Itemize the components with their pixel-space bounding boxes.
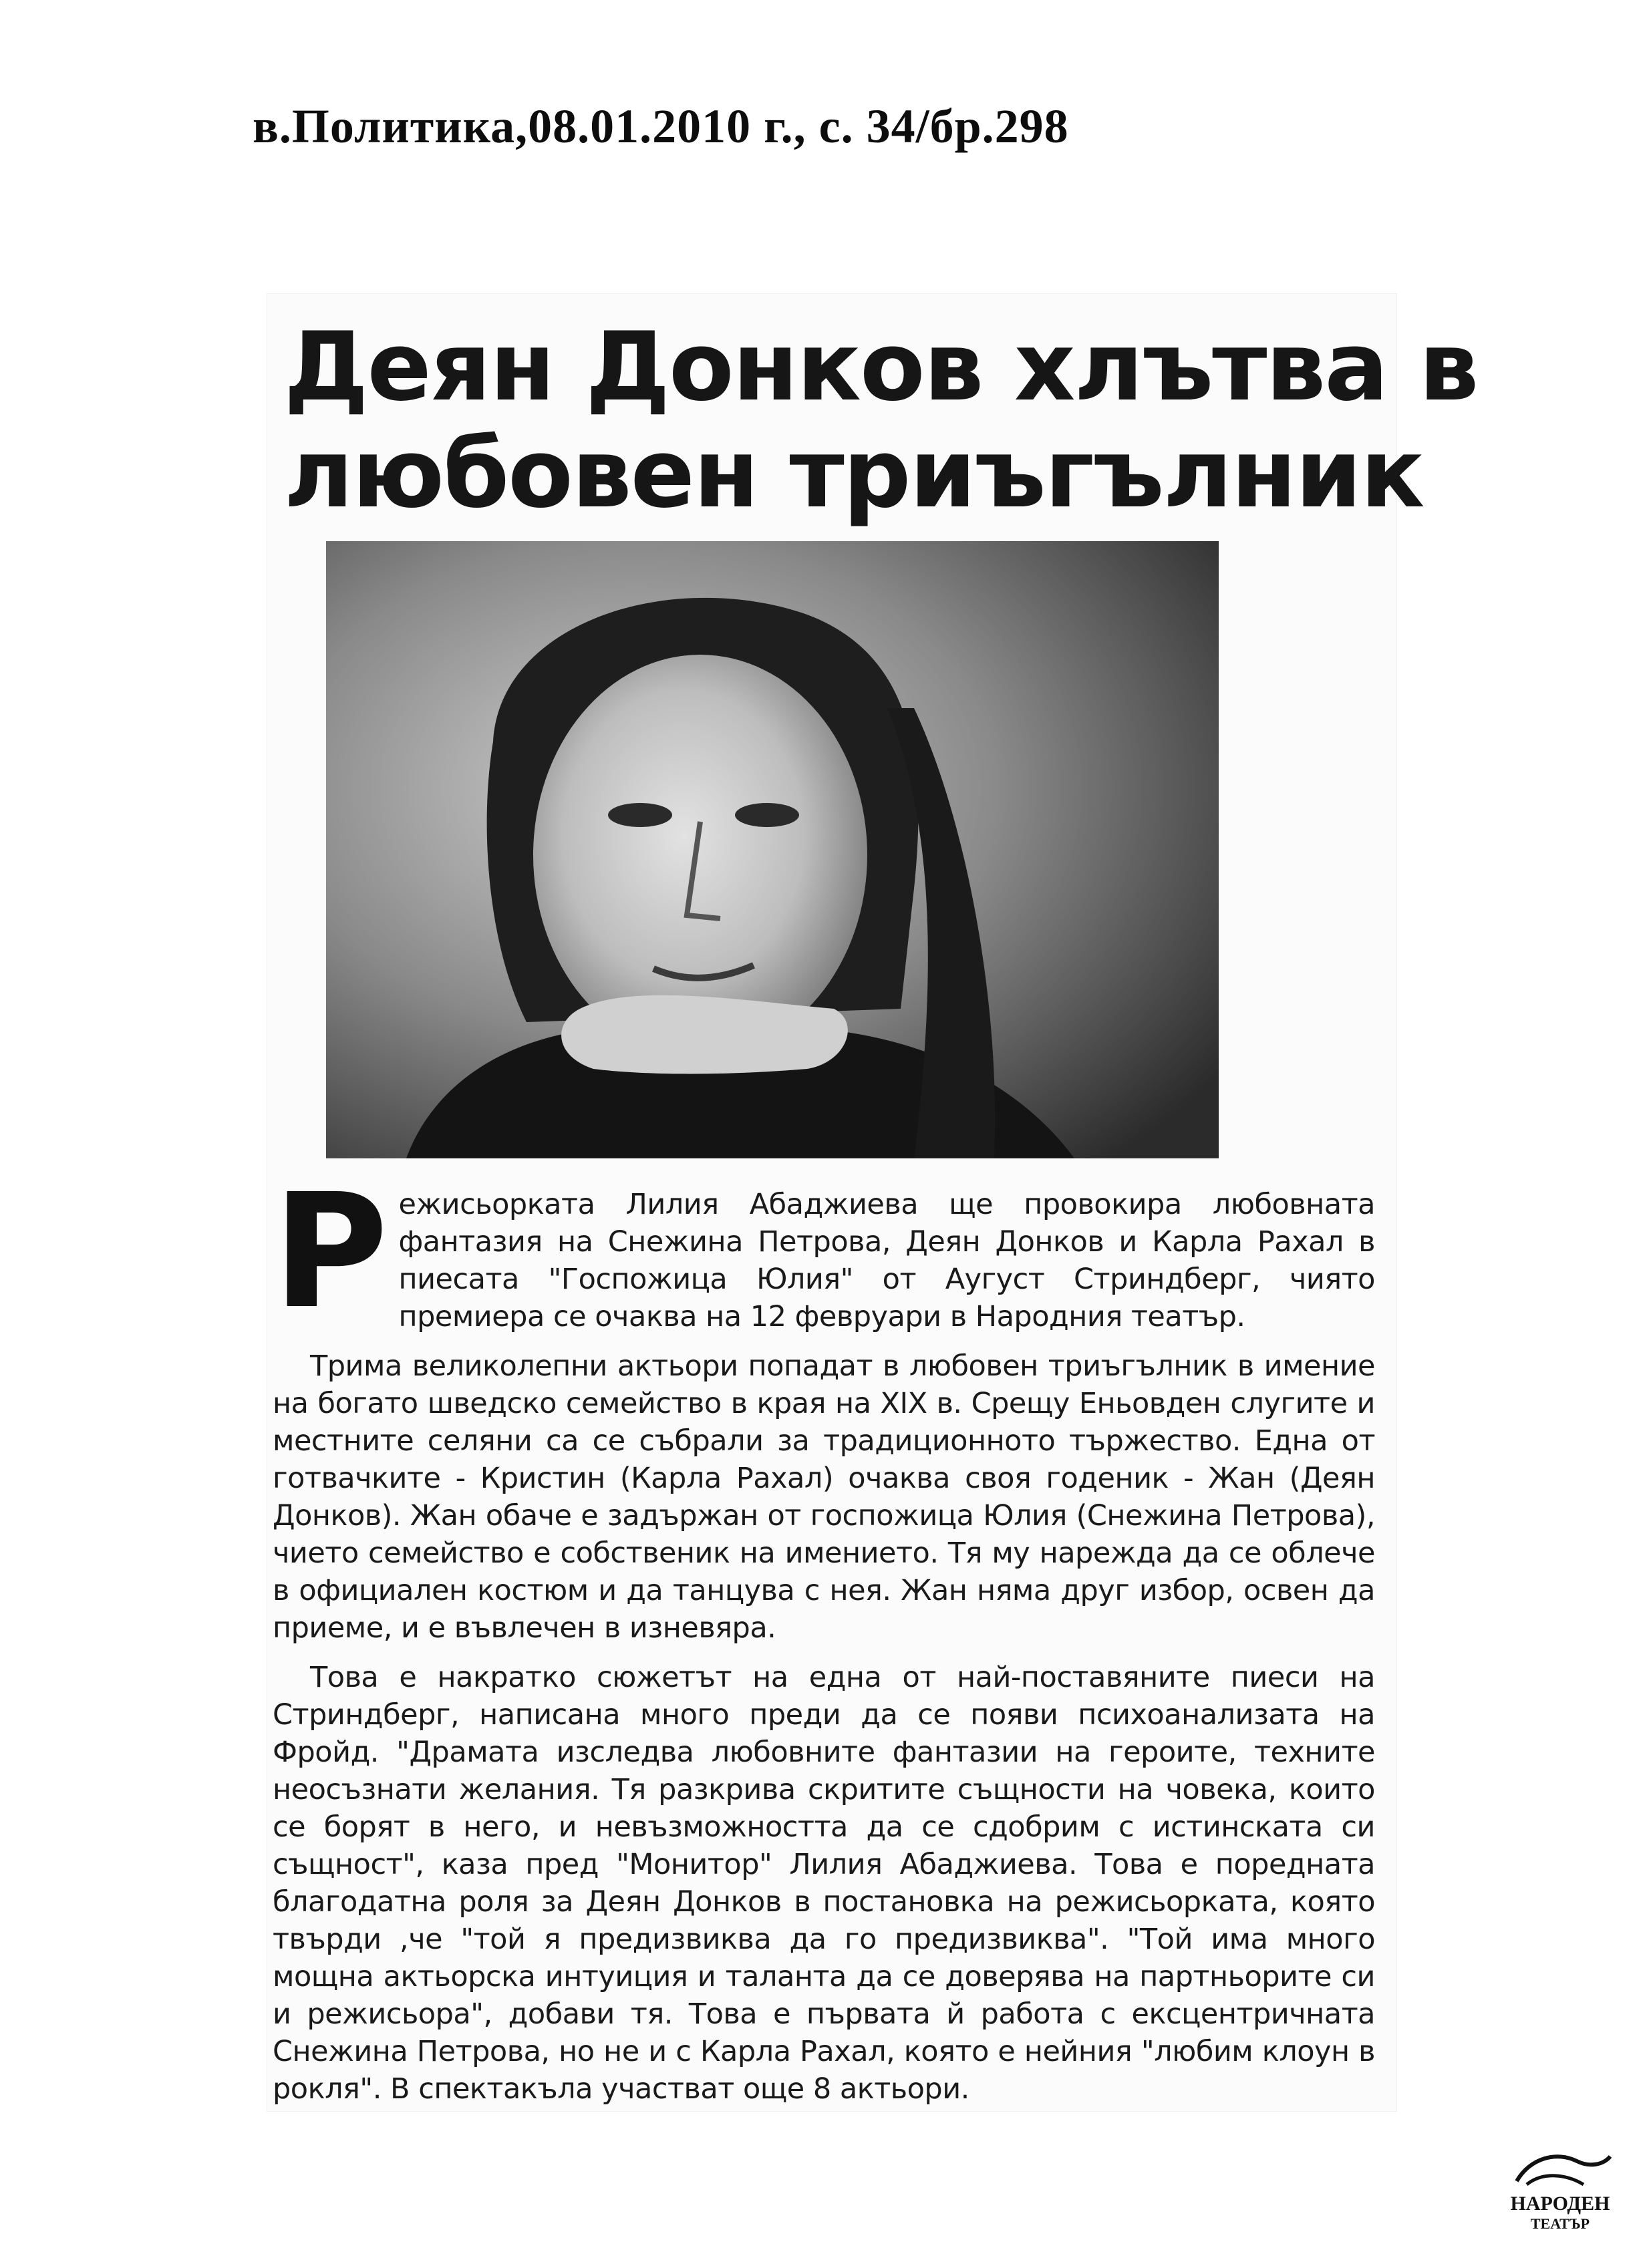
source-citation: в.Политика,08.01.2010 г., с. 34/бр.298 xyxy=(253,100,1069,153)
article-paragraph-2: Трима великолепни актьори попадат в любовен триъгълник в имение на богато шведско семейство в края на XIX в. Срещу Еньовден слугите и местните селяни са се събрали за традиционното тържество. Една от готвачките - Кристин (Карла Рахал) очаква своя годеник - Жан (Деян Донков). Жан обаче е задържан от госпожица Юлия (Снежина Петрова), чието семейство е собственик на имението. Тя му нарежда да се облече в официален костюм и да танцува с нея. Жан няма друг избор, освен да приеме, и е въвлечен в изневяра. xyxy=(273,1349,1375,1645)
paragraph-1-text: ежисьорката Лилия Абаджиева ще провокира любовната фантазия на Снежина Петрова, Деян Донков и Карла Рахал в пиесата "Госпожица Юлия" от Аугуст Стриндберг, чиято премиера се очаква на 12 февруари в Народния театър. xyxy=(398,1188,1375,1333)
headline-line-1: Деян Донков хлътва в xyxy=(284,312,1478,422)
national-theatre-logo-icon xyxy=(1503,2144,1617,2238)
dropcap-letter: Р xyxy=(273,1160,388,1343)
article-body xyxy=(273,1160,1375,2120)
headline-line-2: любовен триъгълник xyxy=(284,419,1424,529)
article-paragraph-1 xyxy=(273,1160,1375,1343)
theatre-stamp xyxy=(1503,2144,1617,2238)
article-paragraph-3: Това е накратко сюжетът на една от най-поставяните пиеси на Стриндберг, написана много преди да се появи психоанализата на Фройд. "Драмата изследва любовните фантазии на героите, техните неосъзнати желания. Тя разкрива скритите същности на човека, които се борят в него, и невъзможността да се сдобрим с истинската си същност", каза пред "Монитор" Лилия Абаджиева. Това е поредната благодатна роля за Деян Донков в постановка на режисьорката, която твърди ,че "той я предизвиква да го предизвиква". "Той има много мощна актьорска интуиция и таланта да се доверява на партньорите си и режисьора", добави тя. Това е първата й работа с ексцентричната Снежина Петрова, но не и с Карла Рахал, която е нейния "любим клоун в рокля". В спектакъла участват още 8 актьори. xyxy=(273,1661,1375,2106)
headline xyxy=(284,312,1478,529)
logo-line-2: ТЕАТЪР xyxy=(1530,2215,1590,2232)
logo-line-1: НАРОДЕН xyxy=(1510,2193,1610,2215)
portrait-illustration xyxy=(326,541,1219,1158)
portrait-photo xyxy=(326,541,1219,1158)
